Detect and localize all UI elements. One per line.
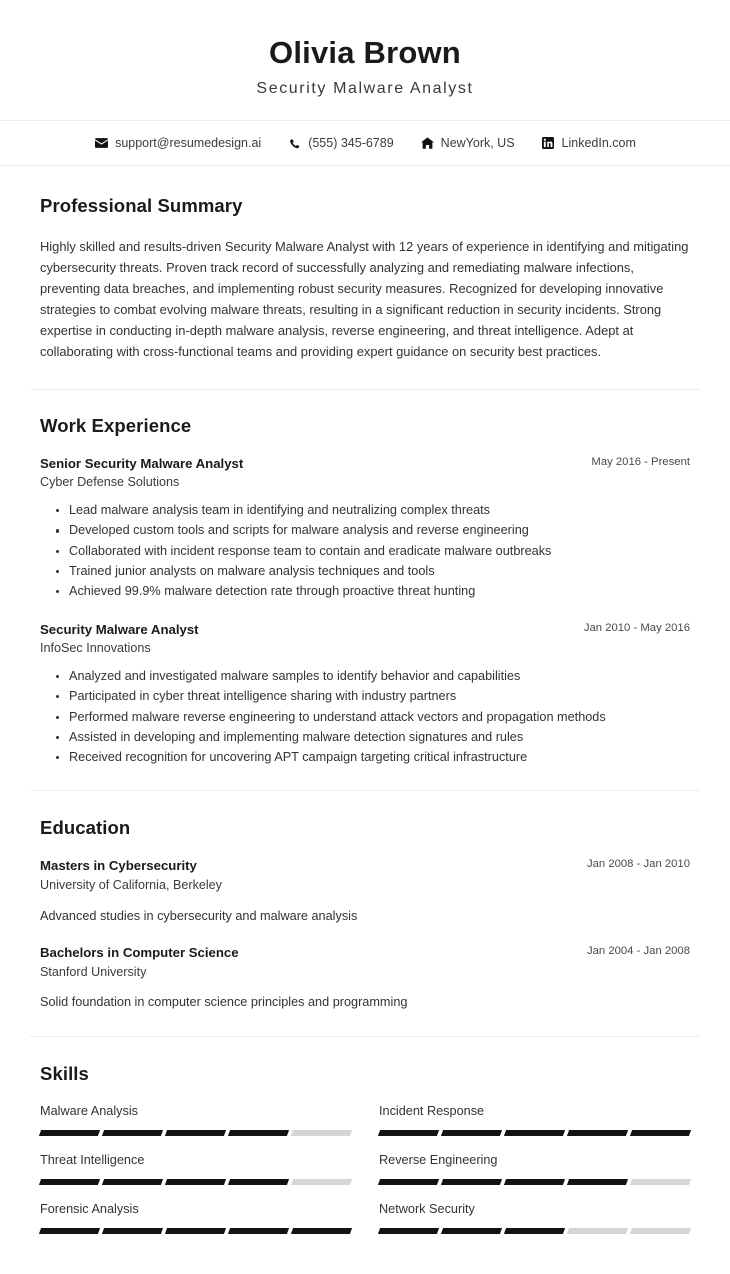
skill-item (379, 1201, 690, 1250)
linkedin-icon (541, 137, 556, 150)
skill-level-segment (102, 1179, 163, 1185)
skill-level-segment (504, 1179, 565, 1185)
skill-level-segment (39, 1228, 100, 1234)
education-description: Advanced studies in cybersecurity and malware analysis (40, 908, 358, 923)
experience-list (40, 455, 690, 769)
skill-level-segment (165, 1130, 226, 1136)
skill-level-bar (40, 1228, 351, 1234)
education-school: Stanford University (40, 964, 147, 979)
section-work-experience (0, 390, 730, 791)
skill-item (40, 1103, 351, 1152)
experience-role: Senior Security Malware Analyst (40, 455, 244, 471)
contact-linkedin-text: LinkedIn.com (561, 136, 636, 151)
experience-bullet: Collaborated with incident response team to contain and eradicate malware outbreaks (69, 542, 690, 562)
experience-bullet: Received recognition for uncovering APT campaign targeting critical infrastructure (69, 748, 690, 768)
skill-level-segment (567, 1179, 628, 1185)
experience-company: InfoSec Innovations (40, 641, 151, 656)
education-dates: Jan 2008 - Jan 2010 (586, 858, 690, 871)
experience-bullet: Achieved 99.9% malware detection rate through proactive threat hunting (69, 582, 690, 602)
skill-level-segment (291, 1228, 352, 1234)
skill-level-segment (504, 1130, 565, 1136)
skill-level-segment (102, 1130, 163, 1136)
contact-bar (0, 121, 730, 165)
skill-level-bar (40, 1179, 351, 1185)
education-degree: Masters in Cybersecurity (40, 858, 197, 874)
skill-name: Threat Intelligence (40, 1153, 145, 1168)
skill-name: Malware Analysis (40, 1104, 139, 1119)
experience-bullet: Performed malware reverse engineering to understand attack vectors and propagation methods (69, 708, 690, 728)
skill-level-segment (291, 1179, 352, 1185)
contact-phone[interactable] (287, 136, 393, 150)
skill-level-bar (379, 1228, 690, 1234)
skill-level-segment (165, 1179, 226, 1185)
experience-bullet: Analyzed and investigated malware samples to identify behavior and capabilities (69, 667, 690, 687)
phone-icon (287, 137, 302, 150)
skill-level-segment (39, 1179, 100, 1185)
skill-level-segment (630, 1228, 691, 1234)
contact-email[interactable] (94, 136, 261, 150)
education-entry (40, 944, 690, 1012)
education-dates: Jan 2004 - Jan 2008 (586, 944, 690, 957)
experience-entry-head (40, 455, 690, 473)
skill-level-segment (441, 1179, 502, 1185)
experience-dates: May 2016 - Present (591, 455, 690, 468)
skill-item (379, 1152, 690, 1201)
contact-linkedin[interactable] (541, 136, 636, 150)
skill-level-segment (102, 1228, 163, 1234)
skill-level-segment (441, 1228, 502, 1234)
experience-bullet: Lead malware analysis team in identifying and neutralizing complex threats (69, 501, 690, 521)
skill-level-segment (291, 1130, 352, 1136)
skill-level-segment (378, 1228, 439, 1234)
contact-location-text: NewYork, US (440, 136, 515, 151)
contact-phone-text: (555) 345-6789 (308, 136, 394, 151)
skill-level-segment (228, 1130, 289, 1136)
experience-company: Cyber Defense Solutions (40, 475, 180, 490)
skill-level-bar (379, 1179, 690, 1185)
skill-level-bar (379, 1130, 690, 1136)
skill-level-bar (40, 1130, 351, 1136)
summary-text: Highly skilled and results-driven Security Malware Analyst with 12 years of experience in identifying and mitigating cybersecurity threats. Proven track record of successfully analyzing and remediating malware infections, preventing data breaches, and implementing robust security measures. Recognized for developing innovative strategies to combat evolving malware threats, resulting in a significant reduction in security incidents. Strong expertise in conducting in-depth malware analysis, reverse engineering, and threat intelligence. Adept at collaborating with cross-functional teams and providing expert guidance on security best practices. (40, 239, 689, 359)
skill-level-segment (504, 1228, 565, 1234)
skill-level-segment (567, 1130, 628, 1136)
skill-name: Network Security (379, 1202, 475, 1216)
skill-level-segment (378, 1130, 439, 1136)
contact-email-text: support@resumedesign.ai (115, 136, 262, 151)
summary-section-title: Professional Summary (40, 195, 243, 217)
skill-level-segment (228, 1228, 289, 1234)
experience-dates: Jan 2010 - May 2016 (583, 621, 690, 634)
experience-bullet-list (40, 501, 690, 602)
skill-level-segment (567, 1228, 628, 1234)
experience-bullet: Trained junior analysts on malware analysis techniques and tools (69, 562, 690, 582)
skill-item (40, 1201, 351, 1250)
contact-location[interactable] (420, 136, 515, 150)
skill-level-segment (441, 1130, 502, 1136)
section-education (0, 791, 730, 1036)
experience-entry (40, 455, 690, 603)
education-section-title: Education (40, 817, 131, 839)
resume-header (0, 0, 730, 120)
experience-section-title: Work Experience (40, 414, 192, 436)
skills-section-title: Skills (40, 1063, 89, 1085)
experience-entry-head (40, 621, 690, 639)
skill-name: Reverse Engineering (379, 1153, 498, 1168)
skill-level-segment (630, 1130, 691, 1136)
envelope-icon (94, 137, 109, 150)
skill-level-segment (165, 1228, 226, 1234)
skill-level-segment (378, 1179, 439, 1185)
education-entry-head (40, 944, 690, 962)
skill-item (379, 1103, 690, 1152)
skill-name: Incident Response (379, 1104, 485, 1119)
candidate-job-title: Security Malware Analyst (256, 80, 474, 98)
education-list (40, 857, 690, 1012)
education-entry-head (40, 857, 690, 875)
home-icon (420, 137, 435, 150)
education-degree: Bachelors in Computer Science (40, 944, 239, 960)
section-professional-summary (0, 166, 730, 388)
experience-bullet: Participated in cyber threat intelligence sharing with industry partners (69, 687, 690, 707)
section-skills (0, 1037, 730, 1273)
experience-role: Security Malware Analyst (40, 621, 199, 637)
skill-level-segment (630, 1179, 691, 1185)
skill-level-segment (39, 1130, 100, 1136)
education-description: Solid foundation in computer science principles and programming (40, 995, 408, 1010)
candidate-name: Olivia Brown (269, 35, 461, 70)
education-school: University of California, Berkeley (40, 878, 222, 893)
skill-level-segment (228, 1179, 289, 1185)
education-entry (40, 857, 690, 925)
skill-item (40, 1152, 351, 1201)
experience-entry (40, 621, 690, 769)
experience-bullet: Assisted in developing and implementing malware detection signatures and rules (69, 728, 690, 748)
skills-grid (40, 1103, 690, 1249)
experience-bullet-list (40, 667, 690, 768)
experience-bullet: Developed custom tools and scripts for malware analysis and reverse engineering (69, 521, 690, 541)
skill-name: Forensic Analysis (40, 1202, 139, 1216)
